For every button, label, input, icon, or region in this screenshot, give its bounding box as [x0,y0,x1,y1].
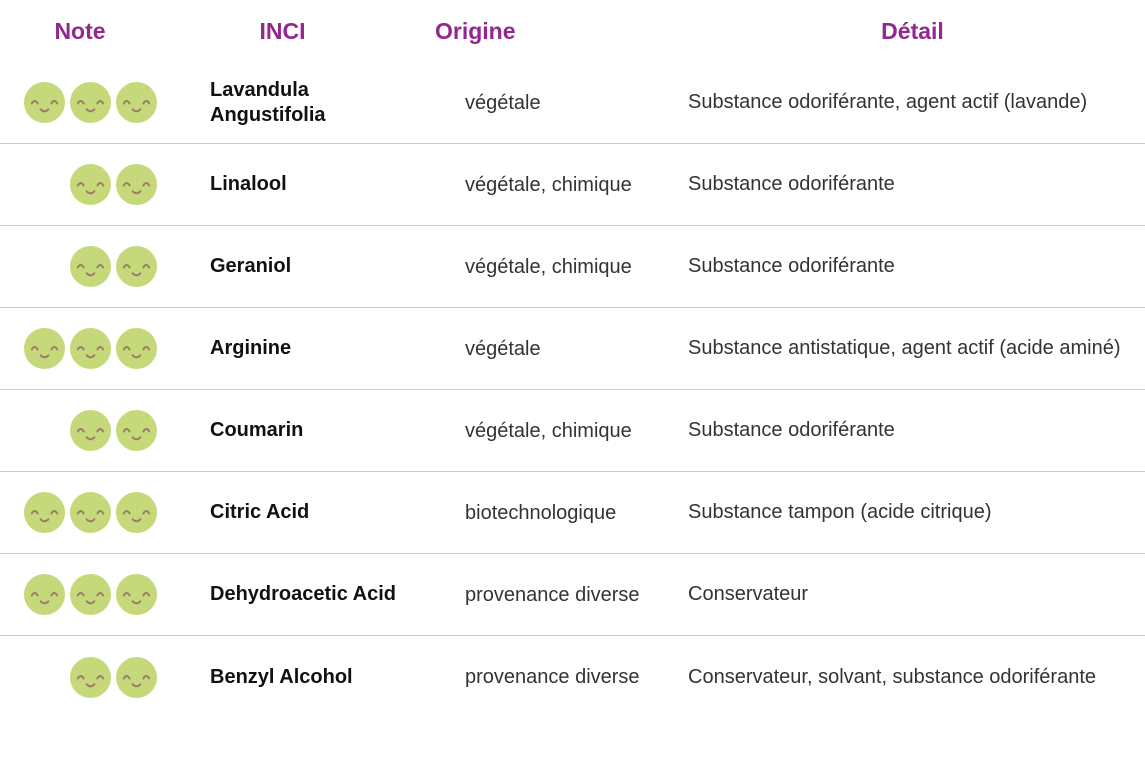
smiley-face-icon [23,81,66,124]
detail-value: Substance antistatique, agent actif (acide aminé) [688,337,1121,359]
note-rating [0,656,160,699]
detail-value: Substance odoriférante [688,173,895,195]
smiley-face-icon [115,491,158,534]
note-rating [0,163,160,206]
origine-value: végétale, chimique [465,419,632,442]
smiley-face-icon [69,81,112,124]
table-row [0,144,1145,226]
table-header [0,0,1145,62]
inci-name: Geraniol [210,255,292,277]
smiley-face-icon [115,409,158,452]
smiley-face-icon [69,491,112,534]
note-rating [0,491,160,534]
inci-name: Coumarin [210,419,304,441]
detail-value: Substance odoriférante, agent actif (lavande) [688,91,1088,113]
smiley-face-icon [69,163,112,206]
inci-name: Benzyl Alcohol [210,665,353,688]
detail-value: Conservateur, solvant, substance odoriférante [688,665,1097,688]
inci-name: Dehydroacetic Acid [210,583,396,605]
smiley-face-icon [23,573,66,616]
table-row [0,62,1145,144]
origine-value: végétale [465,91,541,114]
detail-value: Conservateur [688,583,809,605]
smiley-face-icon [69,409,112,452]
smiley-face-icon [23,491,66,534]
origine-value: biotechnologique [465,501,617,524]
smiley-face-icon [23,327,66,370]
note-rating [0,409,160,452]
smiley-face-icon [115,81,158,124]
smiley-face-icon [115,163,158,206]
origine-value: végétale, chimique [465,173,632,196]
note-rating [0,245,160,288]
smiley-face-icon [115,327,158,370]
table-row [0,308,1145,390]
note-rating [0,327,160,370]
origine-value: provenance diverse [465,583,640,606]
inci-name: Arginine [210,337,292,359]
table-row [0,226,1145,308]
header-note: Note [54,17,106,44]
origine-value: provenance diverse [465,666,640,688]
detail-value: Substance odoriférante [688,255,895,277]
smiley-face-icon [69,245,112,288]
inci-name: Citric Acid [210,501,310,523]
smiley-face-icon [69,573,112,616]
origine-value: végétale, chimique [465,255,632,278]
inci-name: Linalool [210,173,287,195]
smiley-face-icon [69,327,112,370]
header-inci: INCI [259,17,306,44]
note-rating [0,573,160,616]
smiley-face-icon [115,573,158,616]
inci-name: Lavandula Angustifolia [210,78,326,126]
smiley-face-icon [69,656,112,699]
smiley-face-icon [115,656,158,699]
origine-value: végétale [465,337,541,360]
header-origine: Origine [435,17,516,44]
header-detail: Détail [881,17,944,44]
smiley-face-icon [115,245,158,288]
table-row [0,554,1145,636]
note-rating [0,81,160,124]
table-row [0,390,1145,472]
detail-value: Substance tampon (acide citrique) [688,501,992,523]
table-row [0,636,1145,718]
detail-value: Substance odoriférante [688,419,895,441]
table-row [0,472,1145,554]
